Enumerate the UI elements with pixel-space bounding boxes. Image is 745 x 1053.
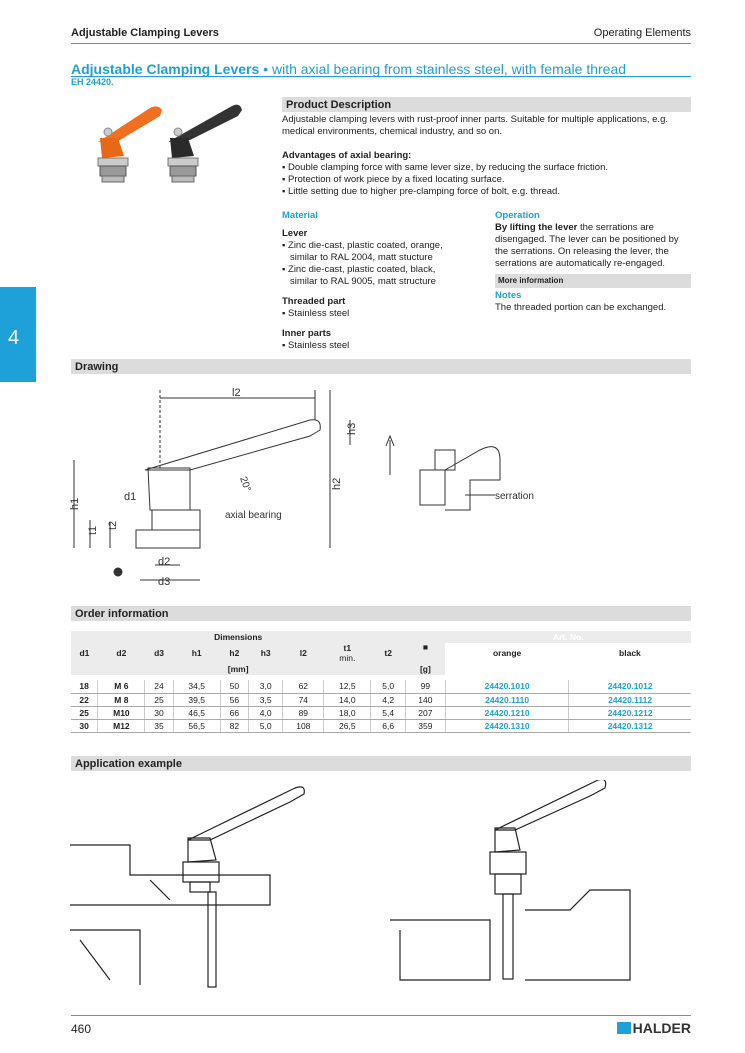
- material-section: [282, 210, 462, 352]
- inner-heading: Inner parts: [282, 328, 332, 339]
- label-d2: d2: [158, 556, 171, 568]
- operation-text: By lifting the lever the serrations are disengaged. The lever can be positioned by the serrations. On releasing the lever, the serrations are automatically re-engaged.: [495, 222, 679, 269]
- list-item: ▪ Double clamping force with same lever size, by reducing the surface friction.: [282, 162, 692, 174]
- operation-section: [495, 210, 691, 314]
- page-number: 460: [71, 1022, 92, 1036]
- table-row: 22 M 8 25 39,5 56 3,5 74 14,0 4,2 140 24420.1110 24420.1112: [71, 693, 691, 706]
- product-code: EH 24420.: [71, 77, 114, 87]
- application-drawing: [70, 780, 660, 990]
- col-h3: h3: [248, 643, 282, 663]
- label-t1: t1: [87, 525, 99, 535]
- list-item: ▪ Stainless steel: [282, 308, 462, 320]
- product-photo: [90, 100, 250, 190]
- col-h1: h1: [173, 643, 220, 663]
- description-text: Adjustable clamping levers with rust-proof inner parts. Suitable for multiple applications, e.g. medical environments, chemical industry, and so on.: [282, 114, 668, 137]
- drawing-heading: Drawing: [71, 359, 691, 374]
- list-item: ▪ Zinc die-cast, plastic coated, black, similar to RAL 9005, matt structure: [282, 264, 462, 288]
- list-item: ▪ Stainless steel: [282, 340, 462, 352]
- material-heading: Material: [282, 210, 318, 221]
- weight-icon: ■: [405, 631, 445, 663]
- table-header-row: [71, 631, 691, 643]
- list-item: ▪ Zinc die-cast, plastic coated, orange, similar to RAL 2004, matt stucture: [282, 240, 462, 264]
- advantages-heading: Advantages of axial bearing:: [282, 150, 412, 161]
- lever-heading: Lever: [282, 228, 308, 239]
- unit-mm: [mm]: [71, 663, 405, 675]
- col-orange: orange: [445, 643, 568, 663]
- col-d1: d1: [71, 643, 98, 663]
- orange-lever-image: [98, 106, 162, 182]
- footer-divider: [71, 1015, 691, 1016]
- notes-text: The threaded portion can be exchanged.: [495, 302, 667, 313]
- col-t1: t1 min.: [324, 643, 371, 663]
- inner-list: [282, 340, 462, 352]
- label-d3: d3: [158, 576, 171, 588]
- unit-g: [g]: [405, 663, 445, 675]
- halder-logo: HALDER: [617, 1020, 691, 1036]
- label-t2: t2: [107, 520, 119, 530]
- label-h1: h1: [69, 497, 81, 510]
- label-axial-bearing: axial bearing: [225, 510, 282, 521]
- threaded-list: [282, 308, 462, 320]
- label-d1: d1: [124, 491, 137, 503]
- lever-list: [282, 240, 462, 288]
- page-title: Adjustable Clamping Levers • with axial bearing from stainless steel, with female thread: [71, 61, 627, 77]
- application-heading: Application example: [71, 756, 691, 771]
- col-black: black: [569, 643, 691, 663]
- more-info-heading: More information: [495, 274, 691, 288]
- title-divider: [71, 76, 691, 77]
- table-row: 30 M12 35 56,5 82 5,0 108 26,5 6,6 359 24420.1310 24420.1312: [71, 719, 691, 732]
- header-category: Operating Elements: [593, 27, 691, 39]
- list-item: ▪ Little setting due to higher pre-clamping force of bolt, e.g. thread.: [282, 186, 692, 198]
- product-description: [282, 114, 692, 198]
- technical-drawing: [60, 380, 560, 595]
- black-lever-image: [168, 105, 242, 182]
- notes-heading: Notes: [495, 290, 522, 301]
- table-colname-row: [71, 643, 691, 663]
- col-d3: d3: [145, 643, 173, 663]
- label-h2: h2: [331, 477, 343, 490]
- advantages-list: [282, 162, 692, 198]
- label-angle: 20°: [237, 475, 253, 494]
- label-serration: serration: [495, 491, 534, 502]
- label-h3: h3: [346, 422, 358, 435]
- col-t2: t2: [371, 643, 405, 663]
- col-l2: l2: [283, 643, 324, 663]
- product-description-heading: Product Description: [282, 97, 691, 112]
- list-item: ▪ Protection of work piece by a fixed locating surface.: [282, 174, 692, 186]
- col-h2: h2: [220, 643, 248, 663]
- chapter-tab: 4: [0, 287, 36, 382]
- operation-heading: Operation: [495, 210, 540, 221]
- header-section-title: Adjustable Clamping Levers: [71, 27, 219, 39]
- order-table: [71, 631, 691, 733]
- artno-header: Art. No.: [445, 631, 691, 643]
- dimensions-header: Dimensions: [71, 631, 405, 643]
- label-l2: l2: [232, 387, 241, 399]
- header-divider: [71, 43, 691, 44]
- table-row: 25 M10 30 46,5 66 4,0 89 18,0 5,4 207 24420.1210 24420.1212: [71, 706, 691, 719]
- table-row: 18 M 6 24 34,5 50 3,0 62 12,5 5,0 99 24420.1010 24420.1012: [71, 680, 691, 693]
- col-d2: d2: [98, 643, 145, 663]
- table-unit-row: [71, 663, 691, 675]
- order-info-heading: Order information: [71, 606, 691, 621]
- threaded-heading: Threaded part: [282, 296, 346, 307]
